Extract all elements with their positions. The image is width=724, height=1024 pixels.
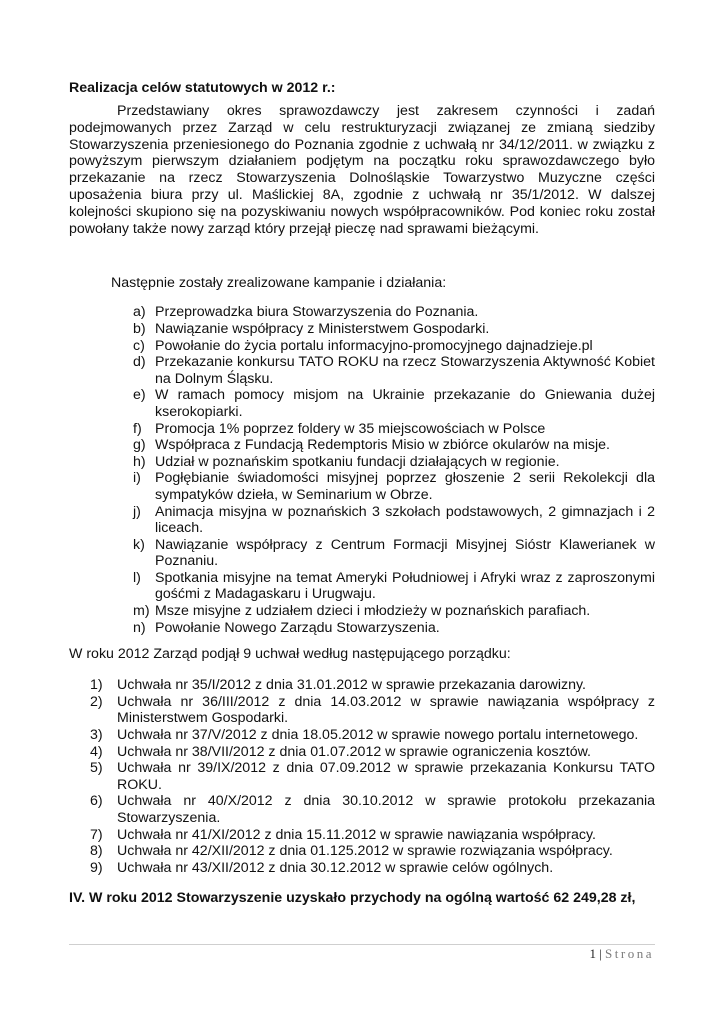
page-label: Strona (605, 946, 654, 961)
list-marker: j) (133, 503, 141, 520)
list-item (133, 420, 655, 438)
footer-separator: | (595, 946, 606, 961)
list-marker: 9) (90, 859, 103, 876)
campaigns-list (69, 304, 655, 636)
list-marker: d) (133, 354, 146, 371)
list-item (133, 603, 655, 620)
list-marker: g) (133, 437, 146, 454)
list-item-text: Pogłębianie świadomości misyjnej poprzez głoszenie 2 serii Rekolekcji dla sympatyków dzieła, w Seminarium w Obrze. (155, 470, 655, 503)
list-item-text: Uchwała nr 43/XII/2012 z dnia 30.12.2012 w sprawie celów ogólnych. (117, 859, 554, 876)
list-item-text: W ramach pomocy misjom na Ukrainie przekazanie do Gniewania dużej kserokopiarki. (155, 387, 655, 420)
list-marker: f) (133, 420, 142, 437)
list-item-text: Promocja 1% poprzez foldery w 35 miejscowościach w Polsce (155, 420, 546, 437)
intro-paragraph: Przedstawiany okres sprawozdawczy jest zakresem czynności i zadań podejmowanych przez Zarząd w celu restrukturyzacji związanej ze zmianą siedziby Stowarzyszenia przeniesionego do Poznania zgodnie z uchwałą nr 34/12/2011. w związku z powyższym pierwszym działaniem podjętym na początku roku sprawozdawczego było przekazanie na rzecz Stowarzyszenia Dolnośląskie Towarzystwo Muzyczne części uposażenia biura przy ul. Maślickiej 8A, zgodnie z uchwałą nr 35/1/2012. W dalszej kolejności skupiono się na pozyskiwaniu nowych współpracowników. Pod koniec roku został powołany także nowy zarząd który przejął pieczę nad sprawami bieżącymi. (69, 103, 655, 237)
list-marker: 4) (90, 743, 103, 760)
list-item-text: Udział w poznańskim spotkaniu fundacji działających w regionie. (155, 453, 560, 470)
list-item-text: Przeprowadzka biura Stowarzyszenia do Poznania. (155, 304, 479, 321)
list-item-text: Przekazanie konkursu TATO ROKU na rzecz Stowarzyszenia Aktywność Kobiet na Dolnym Śląsku. (155, 354, 655, 387)
list-item-text: Uchwała nr 39/IX/2012 z dnia 07.09.2012 w sprawie przekazania Konkursu TATO ROKU. (117, 760, 655, 793)
list-item (133, 387, 655, 420)
list-marker: 2) (90, 693, 103, 710)
list-item-text: Uchwała nr 36/III/2012 z dnia 14.03.2012 w sprawie nawiązania współpracy z Ministerstwem Gospodarki. (117, 693, 655, 727)
list-item (90, 727, 655, 744)
campaigns-lead: Następnie zostały zrealizowane kampanie i działania: (111, 275, 447, 292)
section-heading: Realizacja celów statutowych w 2012 r.: (69, 80, 336, 96)
list-marker: k) (133, 536, 145, 553)
list-item (90, 826, 655, 844)
list-marker: 1) (90, 677, 103, 694)
list-marker: 8) (90, 843, 103, 860)
list-marker: b) (133, 320, 146, 337)
list-marker: n) (133, 619, 146, 636)
list-item-text: Powołanie Nowego Zarządu Stowarzyszenia. (155, 619, 440, 636)
list-marker: h) (133, 453, 146, 470)
list-item (90, 760, 655, 793)
page-footer (589, 946, 654, 962)
list-item (90, 843, 655, 860)
list-item-text: Uchwała nr 40/X/2012 z dnia 30.10.2012 w sprawie protokołu przekazania Stowarzyszenia. (117, 793, 655, 826)
list-item (90, 693, 655, 727)
list-item (133, 503, 655, 537)
list-marker: 6) (90, 793, 103, 810)
list-item-text: Współpraca z Fundacją Redemptoris Misio w zbiórce okularów na misje. (155, 437, 610, 454)
list-item (90, 677, 655, 694)
list-marker: 7) (90, 826, 103, 843)
list-item-text: Nawiązanie współpracy z Centrum Formacji Misyjnej Sióstr Klawerianek w Poznaniu. (155, 536, 655, 570)
list-item-text: Spotkania misyjne na temat Ameryki Południowej i Afryki wraz z zaproszonymi gośćmi z Madagaskaru i Urugwaju. (155, 569, 655, 603)
list-item (133, 453, 655, 471)
section-iv-heading: IV. W roku 2012 Stowarzyszenie uzyskało przychody na ogólną wartość 62 249,28 zł, (69, 890, 636, 907)
list-item (133, 437, 655, 454)
list-item-text: Nawiązanie współpracy z Ministerstwem Gospodarki. (155, 320, 490, 337)
list-item-text: Uchwała nr 42/XII/2012 z dnia 01.125.2012 w sprawie rozwiązania współpracy. (117, 843, 613, 860)
list-marker: l) (133, 569, 141, 586)
list-marker: c) (133, 337, 145, 354)
list-item (133, 470, 655, 503)
list-marker: 3) (90, 727, 103, 744)
list-item (90, 793, 655, 826)
list-item (133, 337, 655, 355)
list-marker: e) (133, 387, 146, 404)
list-item-text: Uchwała nr 35/I/2012 z dnia 31.01.2012 w sprawie przekazania darowizny. (117, 677, 586, 694)
list-item (133, 569, 655, 603)
list-item-text: Msze misyjne z udziałem dzieci i młodzieży w poznańskich parafiach. (155, 603, 591, 620)
list-item-text: Powołanie do życia portalu informacyjno-promocyjnego dajnadzieje.pl (155, 337, 593, 354)
list-item (133, 320, 655, 338)
list-item (133, 304, 655, 321)
list-marker: a) (133, 304, 146, 321)
list-item (90, 859, 655, 877)
document-page (69, 80, 655, 907)
list-item (133, 619, 655, 637)
list-item (133, 536, 655, 570)
list-item-text: Uchwała nr 37/V/2012 z dnia 18.05.2012 w sprawie nowego portalu internetowego. (117, 727, 639, 744)
list-marker: m) (133, 603, 150, 620)
list-item-text: Uchwała nr 41/XI/2012 z dnia 15.11.2012 w sprawie nawiązania współpracy. (117, 826, 596, 843)
page-number: 1 (589, 946, 596, 961)
resolutions-list (69, 677, 655, 876)
list-item (133, 354, 655, 387)
list-item-text: Animacja misyjna w poznańskich 3 szkołach podstawowych, 2 gimnazjach i 2 liceach. (155, 503, 655, 537)
list-marker: 5) (90, 760, 103, 777)
resolutions-lead: W roku 2012 Zarząd podjął 9 uchwał według następującego porządku: (69, 646, 511, 663)
list-marker: i) (133, 470, 141, 487)
list-item-text: Uchwała nr 38/VII/2012 z dnia 01.07.2012 w sprawie ograniczenia kosztów. (117, 743, 591, 760)
footer-divider (69, 944, 655, 945)
list-item (90, 743, 655, 761)
